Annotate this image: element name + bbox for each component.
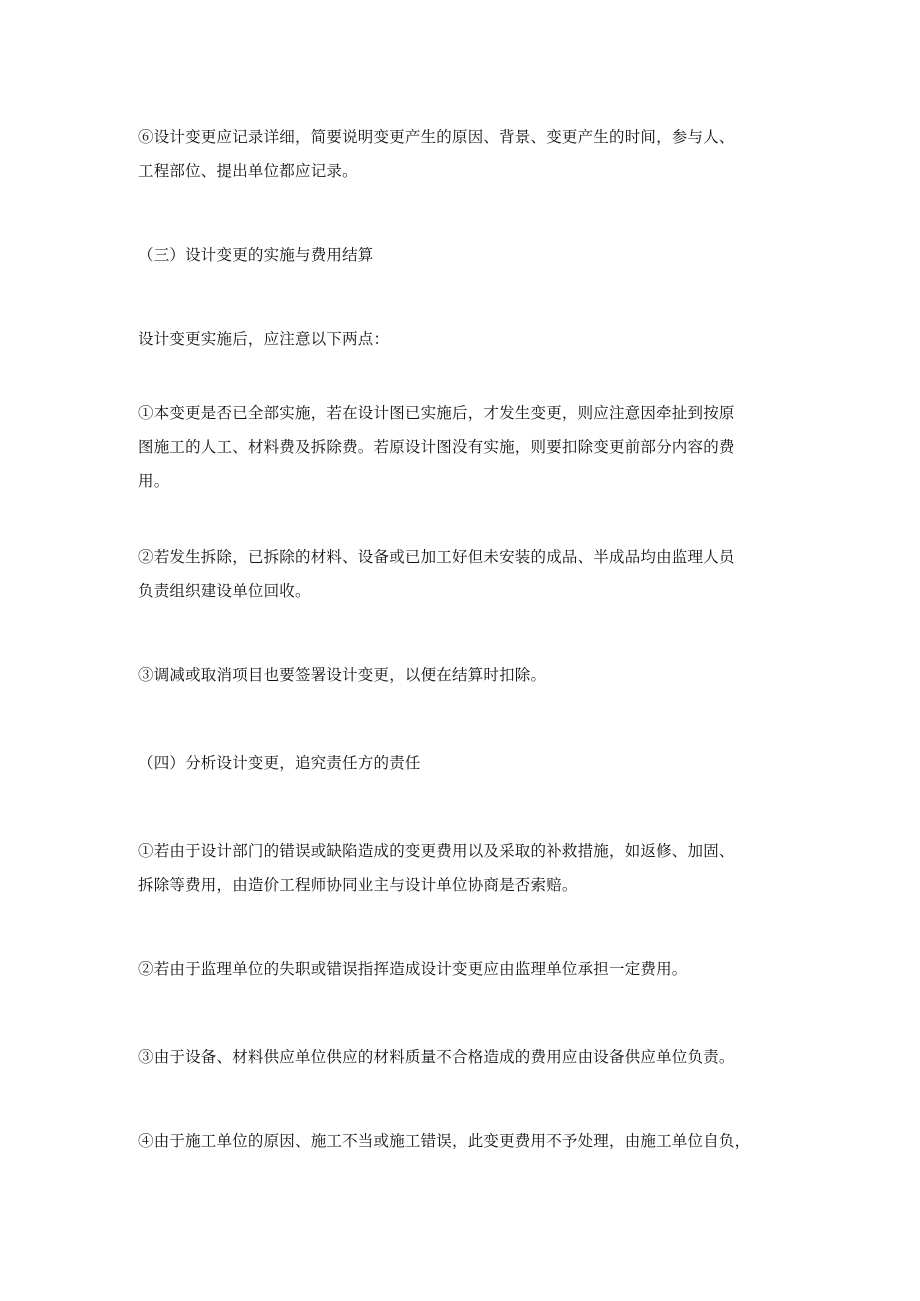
text-line: ③由于设备、材料供应单位供应的材料质量不合格造成的费用应由设备供应单位负责。 [138, 1048, 735, 1066]
text-line: 工程部位、提出单位都应记录。 [138, 162, 358, 180]
text-line: ②若发生拆除，已拆除的材料、设备或已加工好但未安装的成品、半成品均由监理人员 [138, 548, 735, 566]
heading-text: （四）分析设计变更，追究责任方的责任 [138, 754, 421, 772]
text-line: ⑥设计变更应记录详细，简要说明变更产生的原因、背景、变更产生的时间，参与人、 [138, 128, 735, 146]
paragraph-point-reduction [138, 658, 798, 692]
text-line: ②若由于监理单位的失职或错误指挥造成设计变更应由监理单位承担一定费用。 [138, 960, 688, 978]
text-line: ③调减或取消项目也要签署设计变更，以便在结算时扣除。 [138, 666, 547, 684]
text-line: 负责组织建设单位回收。 [138, 582, 311, 600]
text-line: 用。 [138, 472, 170, 490]
paragraph-resp-supplier [138, 1040, 798, 1074]
paragraph-resp-design [138, 834, 798, 902]
text-line: ①本变更是否已全部实施，若在设计图已实施后，才发生变更，则应注意因牵扯到按原 [138, 404, 735, 422]
paragraph-record-details [138, 120, 798, 188]
paragraph-resp-contractor [138, 1124, 798, 1158]
text-line: 图施工的人工、材料费及拆除费。若原设计图没有实施，则要扣除变更前部分内容的费 [138, 438, 735, 456]
paragraph-point-demolition [138, 540, 798, 608]
paragraph-point-implementation [138, 396, 798, 498]
paragraph-resp-supervision [138, 952, 798, 986]
section-heading-implementation [138, 238, 798, 272]
section-heading-responsibility [138, 746, 798, 780]
text-line: ④由于施工单位的原因、施工不当或施工错误，此变更费用不予处理，由施工单位自负， [138, 1132, 751, 1150]
paragraph-intro [138, 322, 798, 356]
heading-text: （三）设计变更的实施与费用结算 [138, 246, 374, 264]
text-line: 设计变更实施后，应注意以下两点： [138, 330, 390, 348]
text-line: ①若由于设计部门的错误或缺陷造成的变更费用以及采取的补救措施，如返修、加固、 [138, 842, 735, 860]
text-line: 拆除等费用，由造价工程师协同业主与设计单位协商是否索赔。 [138, 876, 578, 894]
